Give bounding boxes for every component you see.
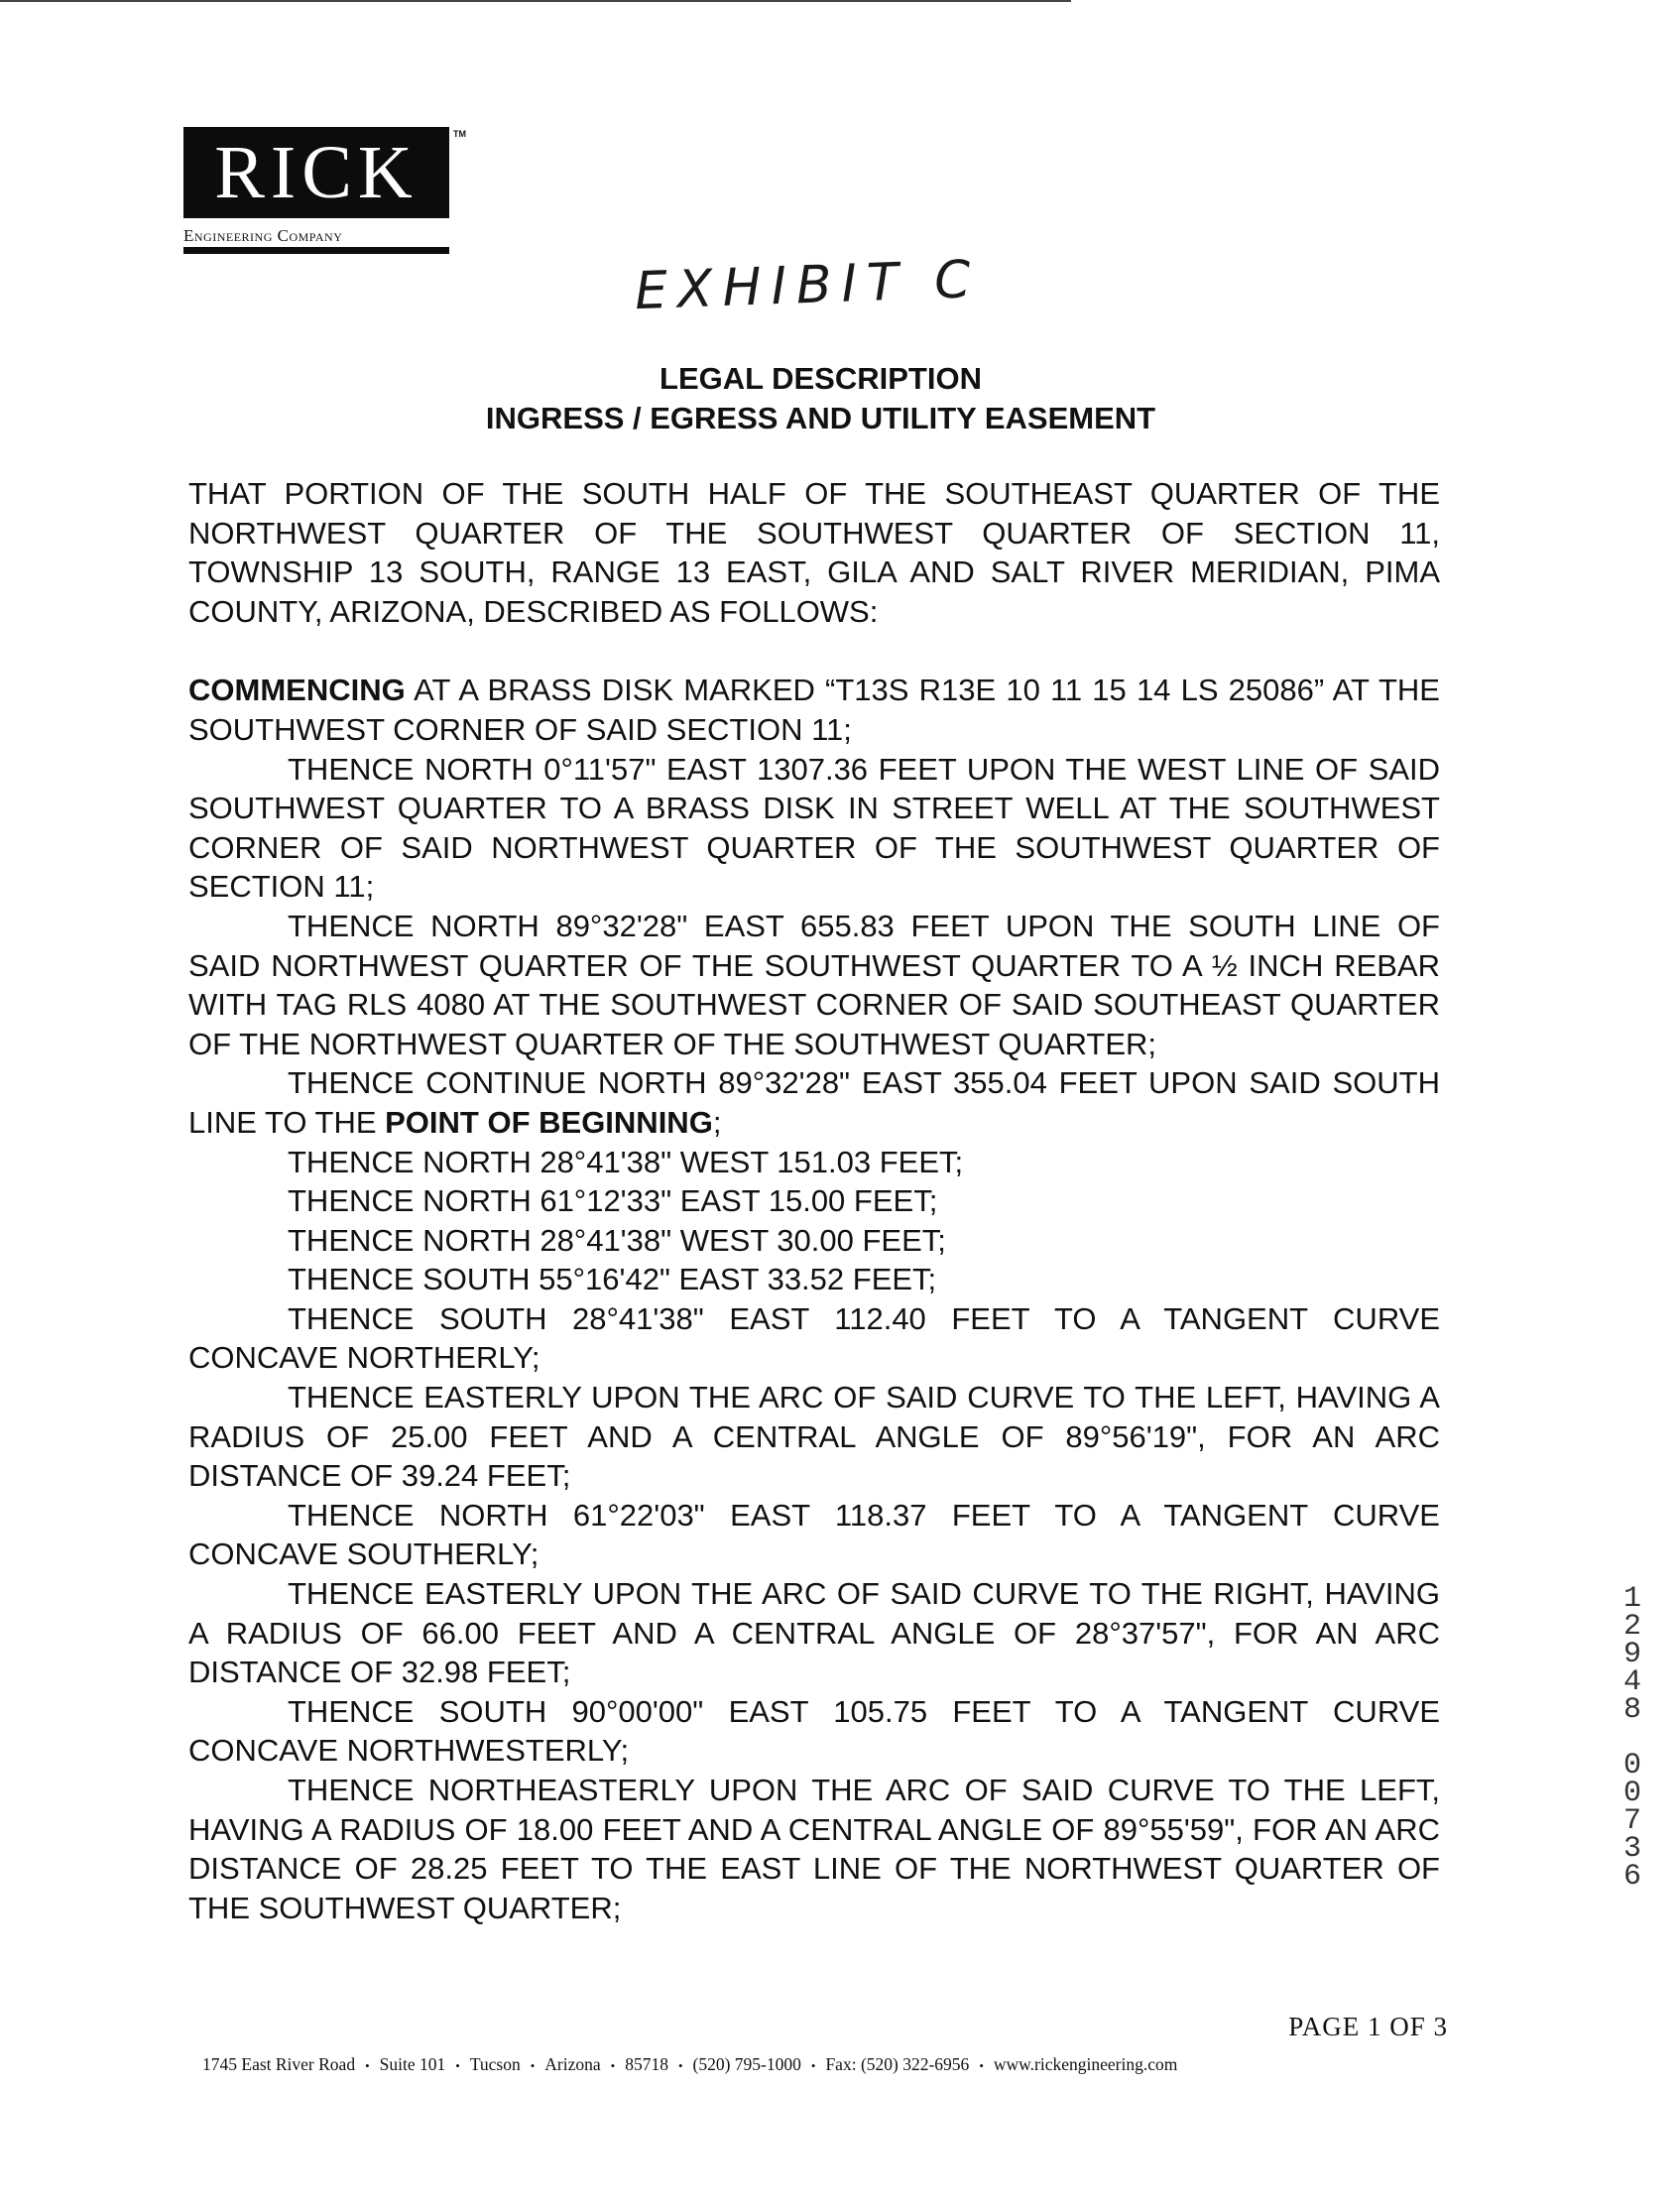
company-logo bbox=[183, 127, 471, 254]
footer-suite: Suite 101 bbox=[379, 2054, 446, 2074]
logo-trademark: TM bbox=[453, 129, 466, 139]
course-paragraph: THENCE SOUTH 90°00'00" EAST 105.75 FEET TO A TANGENT CURVE CONCAVE NORTHWESTERLY; bbox=[188, 1693, 1440, 1769]
footer-phone: (520) 795-1000 bbox=[692, 2054, 801, 2074]
logo-subtitle: Engineering Company bbox=[183, 226, 449, 254]
footer-state: Arizona bbox=[544, 2054, 601, 2074]
continue-text: THENCE CONTINUE NORTH 89°32'28" EAST 355.04 FEET UPON SAID SOUTH LINE TO THE bbox=[188, 1065, 1440, 1140]
footer-separator: • bbox=[979, 2058, 984, 2073]
document-title: LEGAL DESCRIPTION bbox=[659, 361, 982, 396]
commencing-paragraph bbox=[188, 671, 1440, 749]
page-number: PAGE 1 OF 3 bbox=[1288, 2012, 1448, 2041]
legal-description-body bbox=[188, 474, 1440, 1927]
exhibit-label: EXHIBIT C bbox=[634, 249, 982, 322]
course-paragraph: THENCE SOUTH 55°16'42" EAST 33.52 FEET; bbox=[288, 1262, 937, 1297]
point-of-beginning-label: POINT OF BEGINNING bbox=[385, 1104, 713, 1140]
footer-address: 1745 East River Road bbox=[202, 2054, 356, 2074]
stamp-part-1: 1 2 9 4 8 bbox=[1622, 1582, 1641, 1727]
course-paragraph: THENCE NORTH 28°41'38" WEST 151.03 FEET; bbox=[288, 1144, 964, 1179]
course-paragraph: THENCE NORTH 61°22'03" EAST 118.37 FEET TO A TANGENT CURVE CONCAVE SOUTHERLY; bbox=[188, 1497, 1440, 1572]
point-of-beginning-paragraph bbox=[188, 1063, 1440, 1142]
course-paragraph: THENCE NORTH 89°32'28" EAST 655.83 FEET UPON THE SOUTH LINE OF SAID NORTHWEST QUARTER OF THE SOUTHWEST QUARTER TO A ½ INCH REBAR WITH TAG RLS 4080 AT THE SOUTHWEST CORNER OF SAID SOUTHEAST QUARTER OF THE NORTHWEST QUARTER OF THE SOUTHWEST QUARTER; bbox=[188, 908, 1440, 1061]
company-footer bbox=[202, 2054, 1452, 2075]
document-subtitle: INGRESS / EGRESS AND UTILITY EASEMENT bbox=[485, 401, 1156, 435]
footer-separator: • bbox=[810, 2058, 816, 2073]
stamp-part-2: 0 0 7 3 6 bbox=[1622, 1749, 1641, 1894]
footer-zip: 85718 bbox=[625, 2054, 668, 2074]
commencing-text: AT A BRASS DISK MARKED “T13S R13E 10 11 15 14 LS 25086” AT THE SOUTHWEST CORNER OF SAID SECTION 11; bbox=[188, 673, 1440, 747]
continue-tail: ; bbox=[712, 1104, 722, 1140]
intro-paragraph: THAT PORTION OF THE SOUTH HALF OF THE SOUTHEAST QUARTER OF THE NORTHWEST QUARTER OF THE SOUTHWEST QUARTER OF SECTION 11, TOWNSHIP 13 SOUTH, RANGE 13 EAST, GILA AND SALT RIVER MERIDIAN, PIMA COUNTY, ARIZONA, DESCRIBED AS FOLLOWS: bbox=[188, 476, 1440, 629]
footer-website: www.rickengineering.com bbox=[993, 2054, 1178, 2074]
course-paragraph: THENCE NORTH 0°11'57" EAST 1307.36 FEET UPON THE WEST LINE OF SAID SOUTHWEST QUARTER TO A BRASS DISK IN STREET WELL AT THE SOUTHWEST CORNER OF SAID NORTHWEST QUARTER OF THE SOUTHWEST QUARTER OF SECTION 11; bbox=[188, 751, 1440, 905]
footer-separator: • bbox=[530, 2058, 536, 2073]
footer-fax: Fax: (520) 322-6956 bbox=[825, 2054, 970, 2074]
footer-separator: • bbox=[455, 2058, 460, 2073]
footer-separator: • bbox=[677, 2058, 683, 2073]
course-paragraph: THENCE NORTHEASTERLY UPON THE ARC OF SAID CURVE TO THE LEFT, HAVING A RADIUS OF 18.00 FEET AND A CENTRAL ANGLE OF 89°55'59", FOR AN ARC DISTANCE OF 28.25 FEET TO THE EAST LINE OF THE NORTHWEST QUARTER OF THE SOUTHWEST QUARTER; bbox=[188, 1773, 1440, 1925]
course-paragraph: THENCE EASTERLY UPON THE ARC OF SAID CURVE TO THE RIGHT, HAVING A RADIUS OF 66.00 FEET AND A CENTRAL ANGLE OF 28°37'57", FOR AN ARC DISTANCE OF 32.98 FEET; bbox=[188, 1576, 1440, 1690]
course-paragraph: THENCE SOUTH 28°41'38" EAST 112.40 FEET TO A TANGENT CURVE CONCAVE NORTHERLY; bbox=[188, 1300, 1440, 1376]
scan-top-rule bbox=[0, 0, 1071, 2]
course-paragraph: THENCE NORTH 61°12'33" EAST 15.00 FEET; bbox=[288, 1183, 938, 1219]
course-paragraph: THENCE NORTH 28°41'38" WEST 30.00 FEET; bbox=[288, 1222, 946, 1258]
commencing-lead: COMMENCING bbox=[188, 673, 406, 708]
logo-wordmark: RICK bbox=[183, 127, 449, 218]
recording-stamp bbox=[1615, 1582, 1650, 1894]
course-paragraph: THENCE EASTERLY UPON THE ARC OF SAID CURVE TO THE LEFT, HAVING A RADIUS OF 25.00 FEET AND A CENTRAL ANGLE OF 89°56'19", FOR AN ARC DISTANCE OF 39.24 FEET; bbox=[188, 1380, 1440, 1494]
footer-city: Tucson bbox=[469, 2054, 521, 2074]
footer-separator: • bbox=[365, 2058, 370, 2073]
footer-separator: • bbox=[610, 2058, 616, 2073]
